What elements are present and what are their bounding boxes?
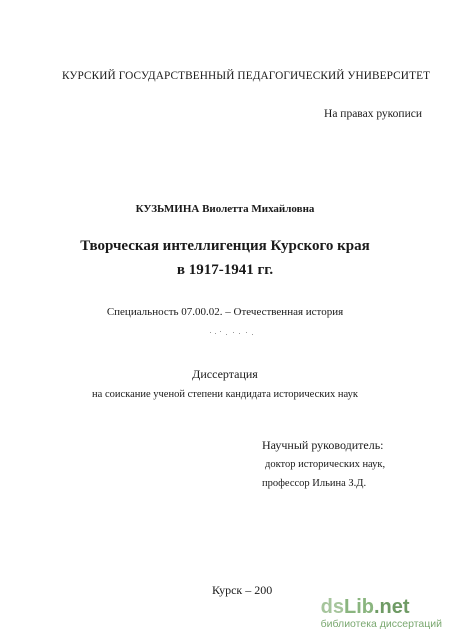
degree-line: на соискание ученой степени кандидата исторических наук [92,389,358,400]
watermark-subtitle: библиотека диссертаций [320,618,442,630]
dissertation-title-line2: в 1917-1941 гг. [176,262,274,278]
work-type: Диссертация [192,367,258,381]
city-year: Курск – 200 [212,583,273,597]
supervisor-name: профессор Ильина З.Д. [262,478,367,489]
dissertation-title-line1: Творческая интеллигенция Курского края [80,238,370,254]
dslib-logo [321,597,442,617]
logo-part-ds: ds [320,596,344,618]
logo-part-lib: Lib [343,596,374,618]
supervisor-degree: доктор исторических наук, [265,459,386,470]
logo-part-net: .net [373,596,410,618]
author-name: КУЗЬМИНА Виолетта Михайловна [135,203,315,215]
university-name: КУРСКИЙ ГОСУДАРСТВЕННЫЙ ПЕДАГОГИЧЕСКИЙ УНИВЕРСИТЕТ [62,70,431,82]
supervisor-heading: Научный руководитель: [262,438,384,452]
dslib-watermark [321,597,442,630]
specialty-line: Специальность 07.00.02. – Отечественная история [106,306,344,318]
rights-note: На правах рукописи [324,108,422,120]
scan-speckle [208,330,256,336]
